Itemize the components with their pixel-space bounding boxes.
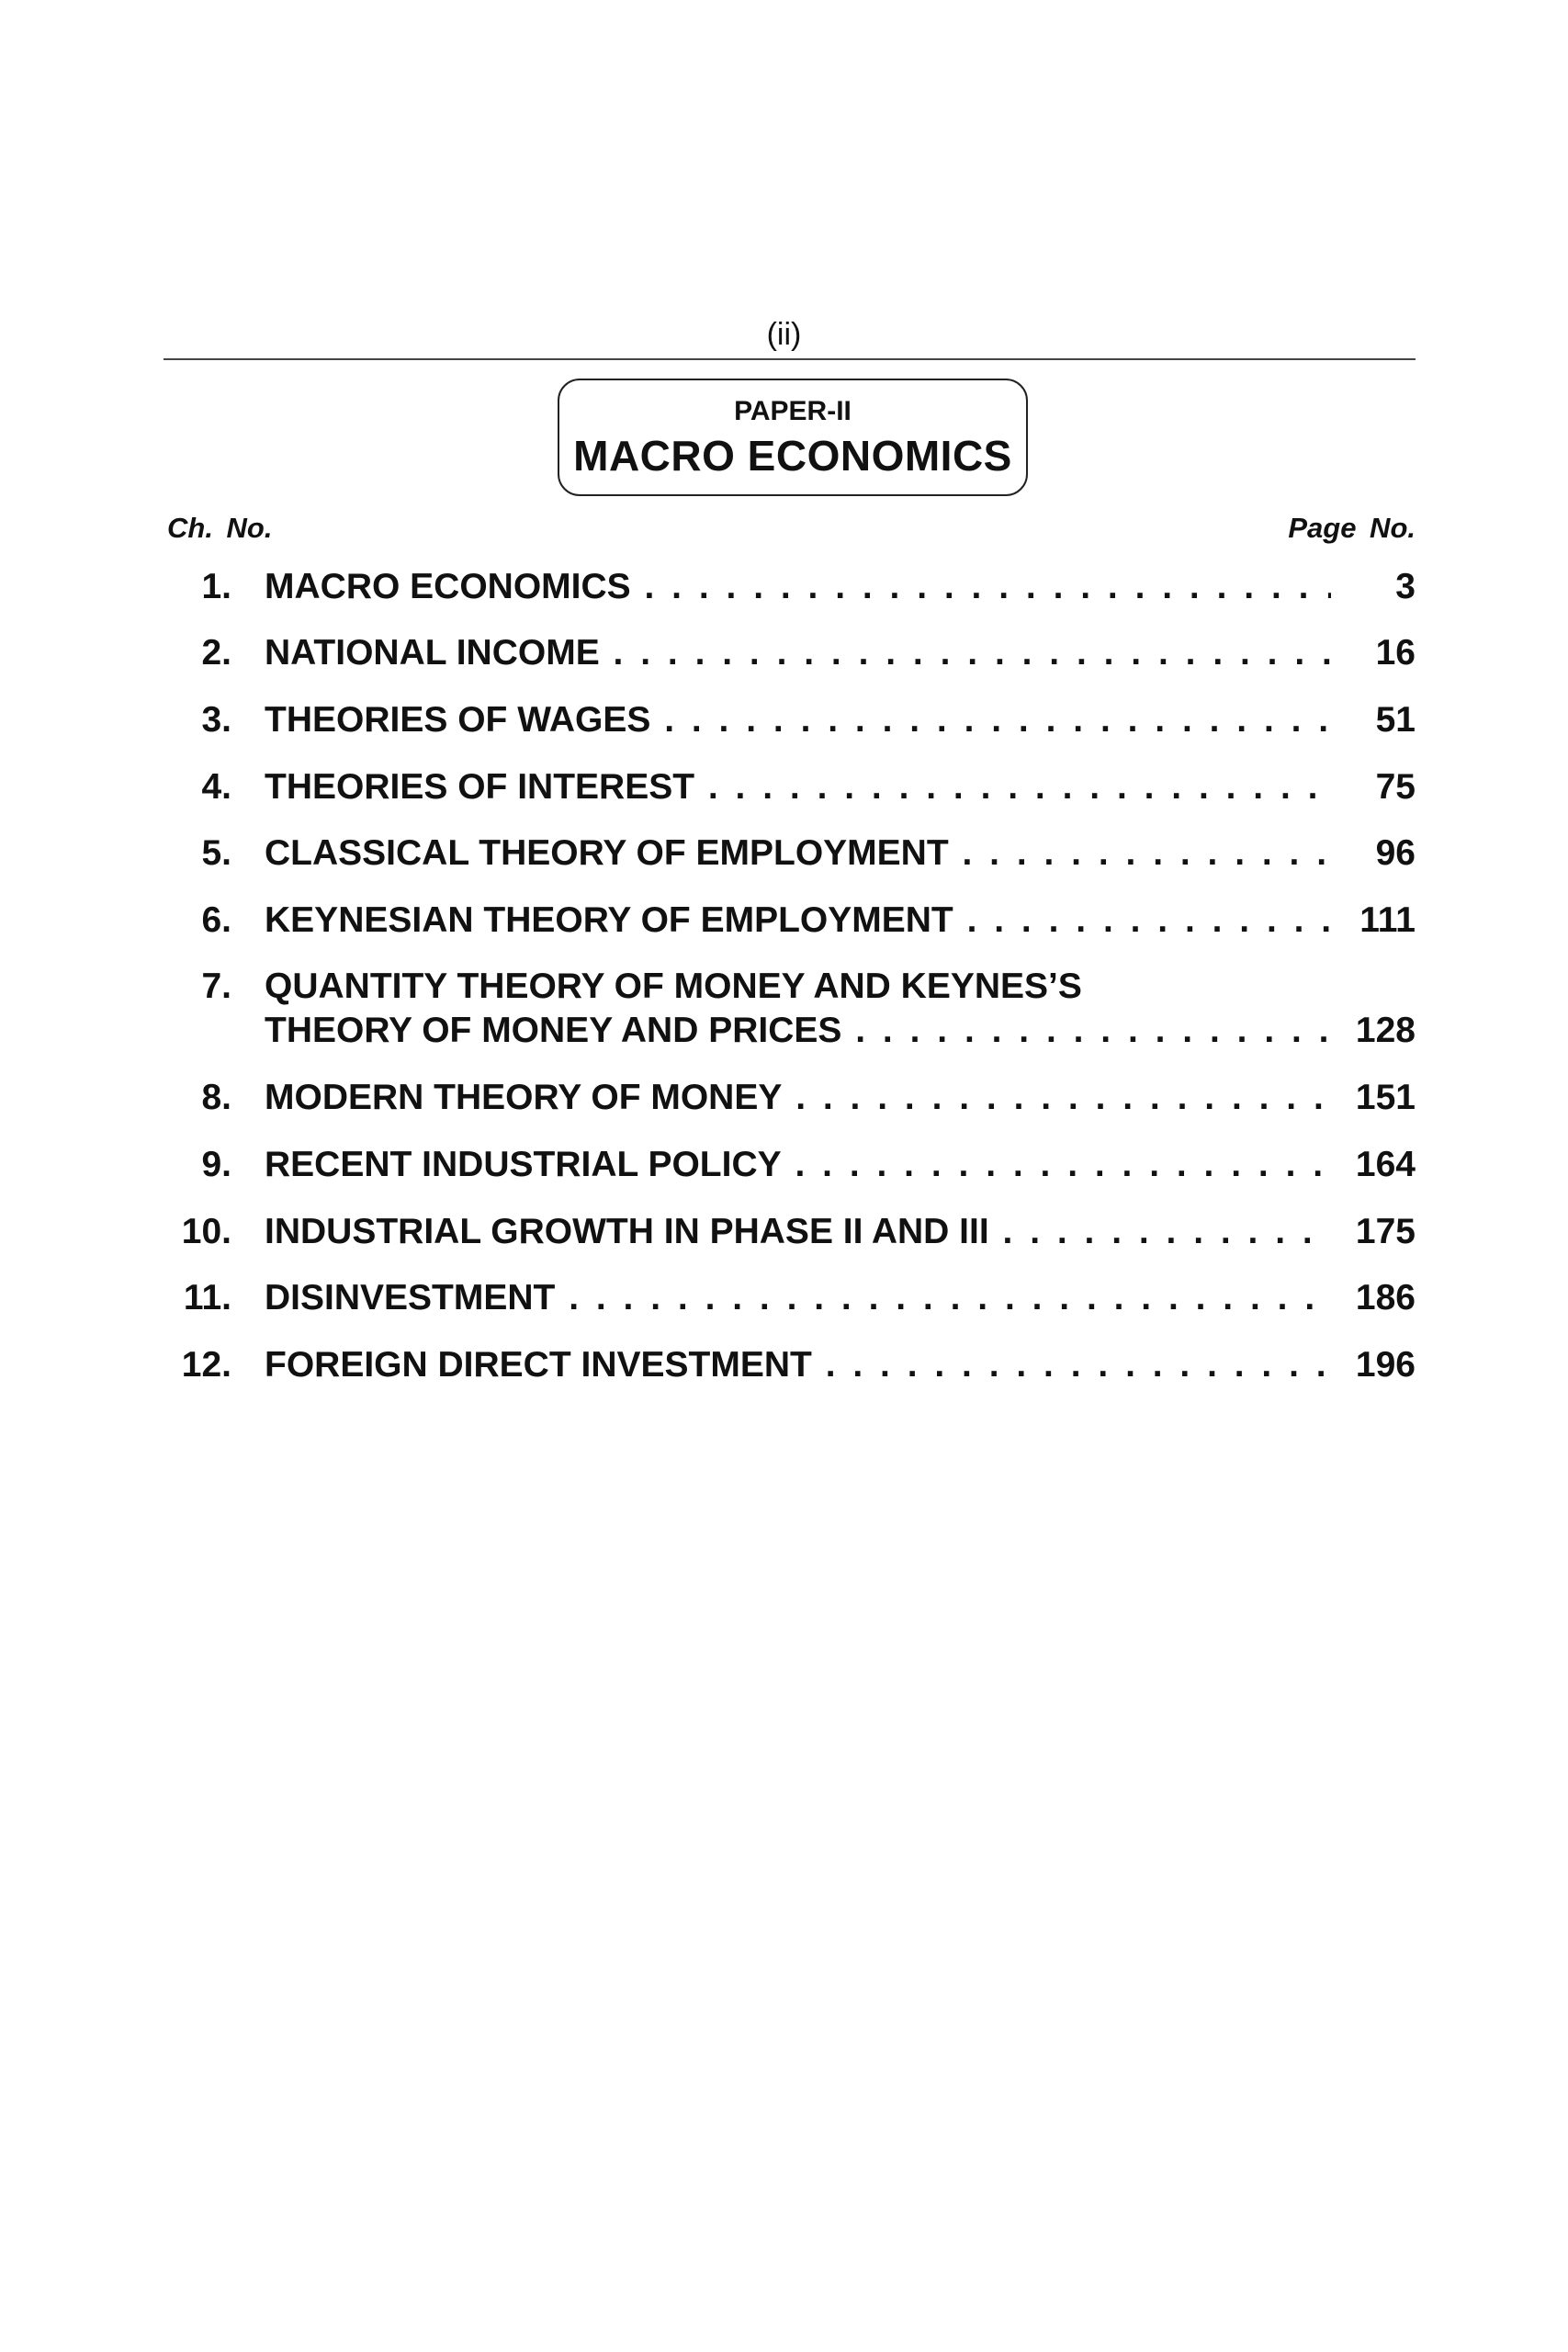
chapter-number: 5. (201, 833, 231, 873)
toc-entry[interactable] (164, 1342, 1416, 1388)
chapter-title: MODERN THEORY OF MONEY . . . (265, 1075, 1331, 1121)
chapter-title: INDUSTRIAL GROWTH IN PHASE II AND III . . . (265, 1209, 1331, 1255)
toc-entry[interactable] (164, 831, 1416, 876)
chapter-number: 8. (201, 1078, 231, 1117)
toc-entry[interactable] (164, 1209, 1416, 1255)
toc-entry[interactable] (164, 697, 1416, 743)
toc-entry[interactable] (164, 898, 1416, 944)
chapter-page: 75 (1375, 767, 1416, 807)
toc-entry[interactable] (164, 1275, 1416, 1321)
chapter-number: 1. (201, 567, 231, 606)
chapter-number: 2. (201, 633, 231, 673)
chapter-title: FOREIGN DIRECT INVESTMENT . . . (265, 1342, 1331, 1388)
chapter-page: 151 (1355, 1078, 1416, 1117)
chapter-number: 7. (201, 967, 231, 1006)
chapter-title: DISINVESTMENT . . . (265, 1275, 1331, 1321)
chapter-page: 196 (1355, 1345, 1416, 1385)
chapter-title: KEYNESIAN THEORY OF EMPLOYMENT . . . (265, 898, 1331, 944)
chapter-page: 16 (1375, 633, 1416, 673)
chapter-title: RECENT INDUSTRIAL POLICY . . . (265, 1142, 1331, 1188)
chapter-title: NATIONAL INCOME . . . (265, 630, 1331, 676)
toc-entry[interactable] (164, 1008, 1416, 1054)
chapter-title: THEORIES OF WAGES . . . (265, 697, 1331, 743)
chapter-page: 3 (1395, 567, 1416, 606)
paper-title: MACRO ECONOMICS (573, 432, 1012, 480)
chapter-page: 128 (1355, 1011, 1416, 1050)
chapter-title: CLASSICAL THEORY OF EMPLOYMENT . . . (265, 831, 1331, 876)
page-number-heading: Page No. (1288, 512, 1416, 544)
toc-entry[interactable] (164, 1075, 1416, 1121)
chapter-page: 175 (1355, 1212, 1416, 1251)
toc-entry[interactable] (164, 764, 1416, 810)
chapter-number: 6. (201, 900, 231, 940)
chapter-number-heading: Ch. No. (167, 512, 273, 544)
chapter-number: 9. (201, 1145, 231, 1184)
page-number: (ii) (766, 317, 802, 352)
chapter-page: 186 (1355, 1278, 1416, 1317)
chapter-page: 51 (1375, 700, 1416, 740)
toc-entry[interactable] (164, 564, 1416, 610)
toc-entry[interactable] (164, 1142, 1416, 1188)
chapter-number: 4. (201, 767, 231, 807)
paper-label: PAPER-II (734, 396, 852, 426)
toc-entry[interactable] (164, 630, 1416, 676)
chapter-number: 10. (181, 1212, 231, 1251)
chapter-title: MACRO ECONOMICS . . . (265, 564, 1331, 610)
chapter-number: 3. (201, 700, 231, 740)
toc-entry-line1[interactable] (164, 964, 1416, 1010)
chapter-page: 111 (1359, 900, 1416, 940)
chapter-number: 11. (183, 1278, 231, 1317)
chapter-number: 12. (181, 1345, 231, 1385)
chapter-page: 96 (1375, 833, 1416, 873)
header-rule (164, 358, 1416, 360)
chapter-title-line1: QUANTITY THEORY OF MONEY AND KEYNES’S (265, 967, 1082, 1006)
paper-title-box (558, 379, 1028, 496)
chapter-title: THEORIES OF INTEREST . . . (265, 764, 1331, 810)
chapter-title: THEORY OF MONEY AND PRICES . . . (265, 1008, 1331, 1054)
chapter-page: 164 (1355, 1145, 1416, 1184)
